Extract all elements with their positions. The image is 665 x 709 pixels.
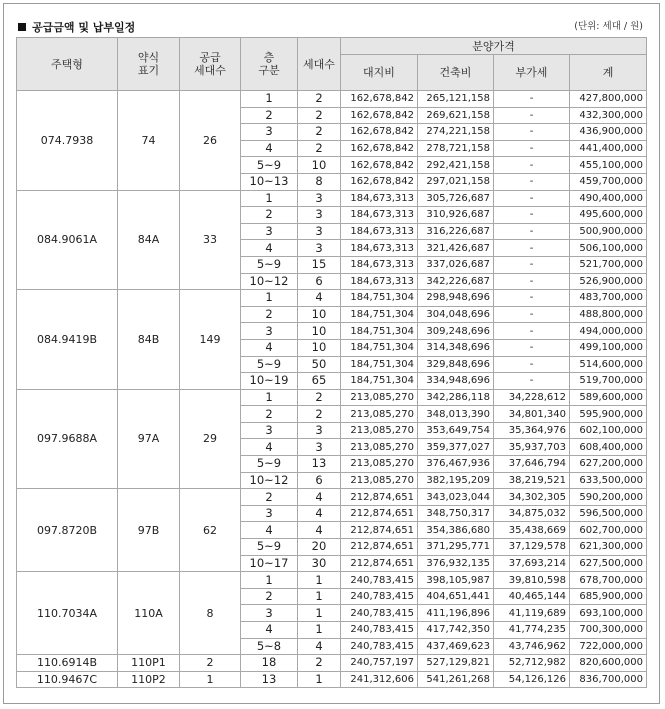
building-price-cell: 314,348,696 [418,339,494,356]
building-price-cell: 265,121,158 [418,91,494,108]
land-price-cell: 162,678,842 [341,173,418,190]
total-price-cell: 494,000,000 [570,323,647,340]
land-price-cell: 162,678,842 [341,157,418,174]
households-cell: 13 [298,456,341,473]
land-price-cell: 240,783,415 [341,638,418,655]
floor-cell: 3 [241,223,298,240]
households-cell: 6 [298,273,341,290]
total-price-cell: 627,500,000 [570,555,647,572]
building-price-cell: 343,023,044 [418,489,494,506]
vat-cell: - [494,306,570,323]
total-price-cell: 495,600,000 [570,207,647,224]
floor-cell: 10~13 [241,173,298,190]
floor-cell: 2 [241,588,298,605]
supply-units-cell: 62 [180,489,241,572]
households-cell: 8 [298,173,341,190]
vat-cell: - [494,240,570,257]
land-price-cell: 212,874,651 [341,539,418,556]
total-price-cell: 514,600,000 [570,356,647,373]
total-price-cell: 519,700,000 [570,373,647,390]
header-land: 대지비 [341,55,418,91]
header-supply-units-text: 공급 세대수 [194,51,226,77]
housing-type-cell: 084.9419B [17,290,118,390]
total-price-cell: 621,300,000 [570,539,647,556]
floor-cell: 4 [241,622,298,639]
land-price-cell: 213,085,270 [341,389,418,406]
supply-units-cell: 33 [180,190,241,290]
vat-cell: 35,937,703 [494,439,570,456]
total-price-cell: 500,900,000 [570,223,647,240]
land-price-cell: 184,751,304 [341,290,418,307]
total-price-cell: 722,000,000 [570,638,647,655]
households-cell: 1 [298,572,341,589]
floor-cell: 10~19 [241,373,298,390]
land-price-cell: 241,312,606 [341,671,418,688]
vat-cell: - [494,107,570,124]
building-price-cell: 334,948,696 [418,373,494,390]
abbr-cell: 110P1 [118,655,180,672]
building-price-cell: 437,469,623 [418,638,494,655]
total-price-cell: 526,900,000 [570,273,647,290]
vat-cell: - [494,140,570,157]
households-cell: 3 [298,439,341,456]
land-price-cell: 240,783,415 [341,605,418,622]
total-price-cell: 700,300,000 [570,622,647,639]
building-price-cell: 527,129,821 [418,655,494,672]
supply-price-table [16,37,647,688]
header-building: 건축비 [418,55,494,91]
supply-units-cell: 2 [180,655,241,672]
land-price-cell: 184,751,304 [341,323,418,340]
vat-cell: 34,228,612 [494,389,570,406]
header-vat: 부가세 [494,55,570,91]
vat-cell: 41,119,689 [494,605,570,622]
housing-type-cell: 097.9688A [17,389,118,489]
total-price-cell: 602,100,000 [570,422,647,439]
building-price-cell: 348,750,317 [418,505,494,522]
building-price-cell: 541,261,268 [418,671,494,688]
building-price-cell: 305,726,687 [418,190,494,207]
total-price-cell: 590,200,000 [570,489,647,506]
floor-cell: 2 [241,406,298,423]
vat-cell: 35,364,976 [494,422,570,439]
table-body [17,91,647,688]
supply-units-cell: 8 [180,572,241,655]
land-price-cell: 240,783,415 [341,572,418,589]
building-price-cell: 297,021,158 [418,173,494,190]
floor-cell: 5~9 [241,356,298,373]
building-price-cell: 348,013,390 [418,406,494,423]
housing-type-cell: 110.6914B [17,655,118,672]
table-header [17,38,647,91]
households-cell: 4 [298,505,341,522]
total-price-cell: 685,900,000 [570,588,647,605]
floor-cell: 5~9 [241,456,298,473]
households-cell: 4 [298,290,341,307]
vat-cell: 38,219,521 [494,472,570,489]
floor-cell: 3 [241,505,298,522]
building-price-cell: 274,221,158 [418,124,494,141]
building-price-cell: 337,026,687 [418,256,494,273]
table-row [17,489,647,506]
building-price-cell: 382,195,209 [418,472,494,489]
land-price-cell: 240,757,197 [341,655,418,672]
vat-cell: - [494,223,570,240]
header-floor [241,38,298,91]
building-price-cell: 304,048,696 [418,306,494,323]
floor-cell: 5~9 [241,539,298,556]
land-price-cell: 212,874,651 [341,522,418,539]
floor-cell: 5~8 [241,638,298,655]
building-price-cell: 278,721,158 [418,140,494,157]
total-price-cell: 432,300,000 [570,107,647,124]
households-cell: 50 [298,356,341,373]
total-price-cell: 595,900,000 [570,406,647,423]
households-cell: 10 [298,323,341,340]
floor-cell: 4 [241,522,298,539]
floor-cell: 4 [241,140,298,157]
building-price-cell: 316,226,687 [418,223,494,240]
total-price-cell: 483,700,000 [570,290,647,307]
vat-cell: 37,646,794 [494,456,570,473]
building-price-cell: 298,948,696 [418,290,494,307]
land-price-cell: 184,751,304 [341,373,418,390]
households-cell: 2 [298,389,341,406]
building-price-cell: 342,226,687 [418,273,494,290]
floor-cell: 2 [241,207,298,224]
building-price-cell: 371,295,771 [418,539,494,556]
total-price-cell: 627,200,000 [570,456,647,473]
land-price-cell: 162,678,842 [341,140,418,157]
total-price-cell: 441,400,000 [570,140,647,157]
total-price-cell: 455,100,000 [570,157,647,174]
floor-cell: 10~12 [241,472,298,489]
housing-type-cell: 097.8720B [17,489,118,572]
households-cell: 2 [298,655,341,672]
land-price-cell: 184,751,304 [341,339,418,356]
floor-cell: 3 [241,422,298,439]
land-price-cell: 184,673,313 [341,223,418,240]
abbr-cell: 84B [118,290,180,390]
households-cell: 4 [298,638,341,655]
total-price-cell: 499,100,000 [570,339,647,356]
total-price-cell: 602,700,000 [570,522,647,539]
land-price-cell: 184,673,313 [341,190,418,207]
abbr-cell: 97B [118,489,180,572]
housing-type-cell: 110.7034A [17,572,118,655]
total-price-cell: 427,800,000 [570,91,647,108]
vat-cell: 40,465,144 [494,588,570,605]
housing-type-cell: 084.9061A [17,190,118,290]
floor-cell: 13 [241,671,298,688]
floor-cell: 1 [241,389,298,406]
households-cell: 2 [298,91,341,108]
floor-cell: 18 [241,655,298,672]
floor-cell: 10~17 [241,555,298,572]
land-price-cell: 162,678,842 [341,107,418,124]
households-cell: 2 [298,107,341,124]
housing-type-cell: 074.7938 [17,91,118,191]
vat-cell: - [494,273,570,290]
floor-cell: 3 [241,605,298,622]
total-price-cell: 521,700,000 [570,256,647,273]
total-price-cell: 678,700,000 [570,572,647,589]
header-housing-type: 주택형 [17,38,118,91]
bullet-square-icon [18,23,26,31]
households-cell: 3 [298,190,341,207]
section-title [18,19,135,35]
total-price-cell: 436,900,000 [570,124,647,141]
land-price-cell: 212,874,651 [341,555,418,572]
vat-cell: - [494,323,570,340]
header-households: 세대수 [298,38,341,91]
households-cell: 1 [298,605,341,622]
building-price-cell: 411,196,896 [418,605,494,622]
header-price-group: 분양가격 [341,38,647,55]
vat-cell: 39,810,598 [494,572,570,589]
vat-cell: - [494,124,570,141]
households-cell: 30 [298,555,341,572]
total-price-cell: 459,700,000 [570,173,647,190]
abbr-cell: 74 [118,91,180,191]
supply-units-cell: 149 [180,290,241,390]
table-row [17,290,647,307]
vat-cell: 54,126,126 [494,671,570,688]
building-price-cell: 359,377,027 [418,439,494,456]
total-price-cell: 490,400,000 [570,190,647,207]
total-price-cell: 589,600,000 [570,389,647,406]
households-cell: 6 [298,472,341,489]
table-row [17,91,647,108]
households-cell: 1 [298,588,341,605]
section-title-text: 공급금액 및 납부일정 [32,21,136,34]
vat-cell: - [494,290,570,307]
vat-cell: 34,875,032 [494,505,570,522]
housing-type-cell: 110.9467C [17,671,118,688]
header-total: 계 [570,55,647,91]
land-price-cell: 162,678,842 [341,91,418,108]
households-cell: 15 [298,256,341,273]
vat-cell: 34,302,305 [494,489,570,506]
header-supply-units [180,38,241,91]
land-price-cell: 184,751,304 [341,356,418,373]
total-price-cell: 608,400,000 [570,439,647,456]
building-price-cell: 376,467,936 [418,456,494,473]
land-price-cell: 212,874,651 [341,505,418,522]
land-price-cell: 240,783,415 [341,622,418,639]
building-price-cell: 376,932,135 [418,555,494,572]
building-price-cell: 309,248,696 [418,323,494,340]
total-price-cell: 836,700,000 [570,671,647,688]
total-price-cell: 488,800,000 [570,306,647,323]
vat-cell: - [494,91,570,108]
land-price-cell: 162,678,842 [341,124,418,141]
floor-cell: 1 [241,572,298,589]
land-price-cell: 213,085,270 [341,439,418,456]
land-price-cell: 240,783,415 [341,588,418,605]
floor-cell: 2 [241,306,298,323]
vat-cell: - [494,339,570,356]
building-price-cell: 329,848,696 [418,356,494,373]
total-price-cell: 820,600,000 [570,655,647,672]
building-price-cell: 292,421,158 [418,157,494,174]
households-cell: 3 [298,207,341,224]
land-price-cell: 184,673,313 [341,240,418,257]
land-price-cell: 213,085,270 [341,422,418,439]
floor-cell: 5~9 [241,256,298,273]
vat-cell: 43,746,962 [494,638,570,655]
households-cell: 10 [298,306,341,323]
floor-cell: 1 [241,190,298,207]
building-price-cell: 321,426,687 [418,240,494,257]
vat-cell: - [494,207,570,224]
vat-cell: 35,438,669 [494,522,570,539]
households-cell: 3 [298,223,341,240]
land-price-cell: 212,874,651 [341,489,418,506]
supply-units-cell: 26 [180,91,241,191]
floor-cell: 3 [241,323,298,340]
vat-cell: 52,712,982 [494,655,570,672]
total-price-cell: 506,100,000 [570,240,647,257]
header-abbr-text: 약식 표기 [137,51,160,77]
households-cell: 65 [298,373,341,390]
households-cell: 3 [298,422,341,439]
vat-cell: 34,801,340 [494,406,570,423]
land-price-cell: 213,085,270 [341,406,418,423]
households-cell: 20 [298,539,341,556]
households-cell: 3 [298,240,341,257]
supply-units-cell: 1 [180,671,241,688]
total-price-cell: 693,100,000 [570,605,647,622]
households-cell: 1 [298,671,341,688]
vat-cell: - [494,173,570,190]
abbr-cell: 84A [118,190,180,290]
land-price-cell: 213,085,270 [341,472,418,489]
households-cell: 2 [298,124,341,141]
building-price-cell: 353,649,754 [418,422,494,439]
table-row [17,671,647,688]
land-price-cell: 213,085,270 [341,456,418,473]
abbr-cell: 110A [118,572,180,655]
table-row [17,572,647,589]
abbr-cell: 110P2 [118,671,180,688]
land-price-cell: 184,751,304 [341,306,418,323]
unit-note: (단위: 세대 / 원) [574,21,643,32]
land-price-cell: 184,673,313 [341,256,418,273]
floor-cell: 3 [241,124,298,141]
total-price-cell: 633,500,000 [570,472,647,489]
table-row [17,190,647,207]
vat-cell: - [494,157,570,174]
vat-cell: - [494,373,570,390]
floor-cell: 5~9 [241,157,298,174]
vat-cell: 37,693,214 [494,555,570,572]
header-abbr [118,38,180,91]
vat-cell: 37,129,578 [494,539,570,556]
vat-cell: 41,774,235 [494,622,570,639]
households-cell: 4 [298,522,341,539]
supply-units-cell: 29 [180,389,241,489]
floor-cell: 1 [241,290,298,307]
households-cell: 2 [298,406,341,423]
building-price-cell: 404,651,441 [418,588,494,605]
land-price-cell: 184,673,313 [341,273,418,290]
land-price-cell: 184,673,313 [341,207,418,224]
vat-cell: - [494,190,570,207]
vat-cell: - [494,256,570,273]
households-cell: 4 [298,489,341,506]
floor-cell: 4 [241,439,298,456]
households-cell: 1 [298,622,341,639]
households-cell: 10 [298,339,341,356]
building-price-cell: 354,386,680 [418,522,494,539]
floor-cell: 2 [241,489,298,506]
floor-cell: 1 [241,91,298,108]
total-price-cell: 596,500,000 [570,505,647,522]
abbr-cell: 97A [118,389,180,489]
header-floor-text: 층 구분 [258,51,280,77]
building-price-cell: 417,742,350 [418,622,494,639]
floor-cell: 2 [241,107,298,124]
building-price-cell: 398,105,987 [418,572,494,589]
building-price-cell: 310,926,687 [418,207,494,224]
building-price-cell: 269,621,158 [418,107,494,124]
households-cell: 10 [298,157,341,174]
table-row [17,655,647,672]
floor-cell: 10~12 [241,273,298,290]
floor-cell: 4 [241,240,298,257]
floor-cell: 4 [241,339,298,356]
households-cell: 2 [298,140,341,157]
building-price-cell: 342,286,118 [418,389,494,406]
vat-cell: - [494,356,570,373]
table-row [17,389,647,406]
